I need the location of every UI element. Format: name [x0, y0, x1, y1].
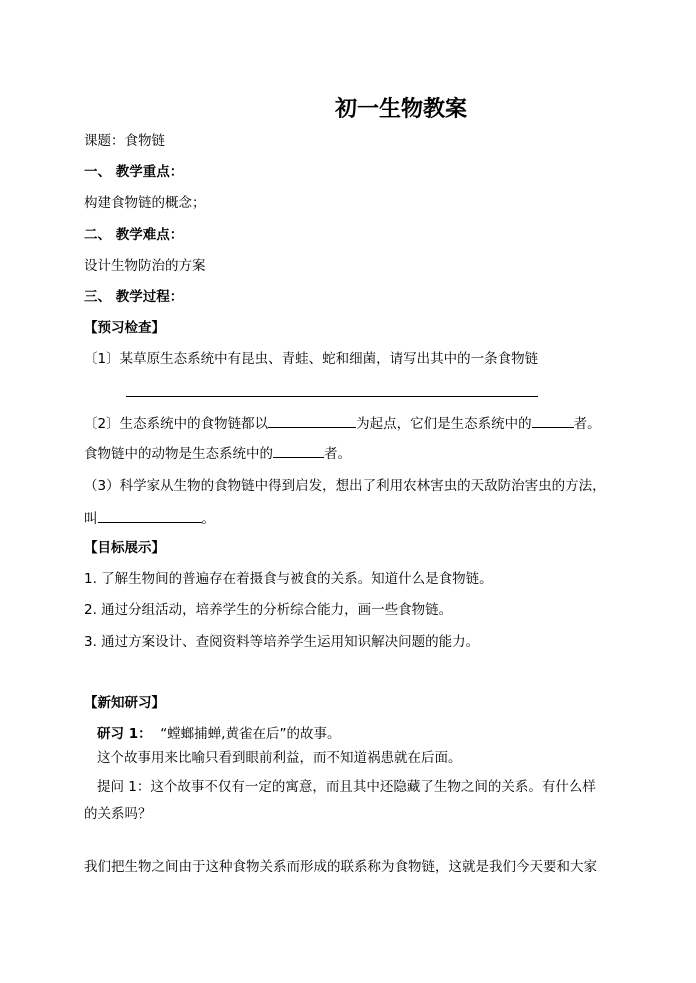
- answer-blank-3: [98, 508, 202, 523]
- difficulties-text: 设计生物防治的方案: [84, 258, 206, 274]
- question-ask-1: 提问 1：这个故事不仅有一定的寓意，而且其中还隐藏了生物之间的关系。有什么样: [97, 779, 596, 795]
- answer-blank-2c: [273, 443, 324, 458]
- q3-text-c: 。: [201, 511, 215, 527]
- question-ask-1-continued: 的关系吗？: [84, 806, 152, 822]
- q2-text-e: 者。: [324, 446, 351, 462]
- answer-blank-2b: [532, 413, 574, 428]
- section-process-heading: 三、 教学过程：: [84, 289, 184, 305]
- study-1-label: 研习 1：: [97, 726, 152, 742]
- q2-text-a: 〔2〕生态系统中的食物链都以: [84, 416, 269, 432]
- question-1: 〔1〕某草原生态系统中有昆虫、青蛙、蛇和细菌，请写出其中的一条食物链: [84, 351, 539, 367]
- section-key-points-heading: 一、 教学重点：: [84, 164, 184, 180]
- goal-2: 2. 通过分组活动，培养学生的分析综合能力，画一些食物链。: [84, 602, 453, 618]
- section-difficulties-heading: 二、 教学难点：: [84, 227, 184, 243]
- question-2-line-2: [84, 443, 351, 464]
- goal-3: 3. 通过方案设计、查阅资料等培养学生运用知识解决问题的能力。: [84, 634, 480, 650]
- q2-text-b: 为起点，它们是生态系统中的: [356, 416, 532, 432]
- study-1-line: [97, 724, 340, 744]
- answer-blank-2a: [268, 413, 356, 428]
- answer-blank-1: [126, 396, 538, 397]
- goals-heading: 【目标展示】: [84, 540, 165, 556]
- q2-text-c: 者。: [573, 416, 601, 432]
- goal-1: 1. 了解生物间的普遍存在着摄食与被食的关系。知道什么是食物链。: [84, 571, 493, 587]
- conclusion-text: 我们把生物之间由于这种食物关系而形成的联系称为食物链，这就是我们今天要和大家: [84, 859, 597, 875]
- q3-text-b: 叫: [84, 511, 98, 527]
- question-2-line-1: [84, 413, 601, 434]
- question-3-line-1: （3）科学家从生物的食物链中得到启发，想出了利用农林害虫的天敌防治害虫的方法，: [84, 478, 606, 494]
- q2-text-d: 食物链中的动物是生态系统中的: [84, 446, 273, 462]
- page-title: 初一生物教案: [335, 97, 468, 122]
- new-knowledge-heading: 【新知研习】: [84, 695, 165, 711]
- story-meaning: 这个故事用来比喻只看到眼前利益，而不知道祸患就在后面。: [97, 750, 462, 766]
- question-3-line-2: [84, 508, 215, 529]
- preview-check-heading: 【预习检查】: [84, 320, 165, 336]
- lesson-topic: 课题：食物链: [84, 133, 165, 149]
- study-1-text: “螳螂捕蝉,黄雀在后”的故事。: [160, 726, 341, 742]
- key-points-text: 构建食物链的概念；: [84, 195, 206, 211]
